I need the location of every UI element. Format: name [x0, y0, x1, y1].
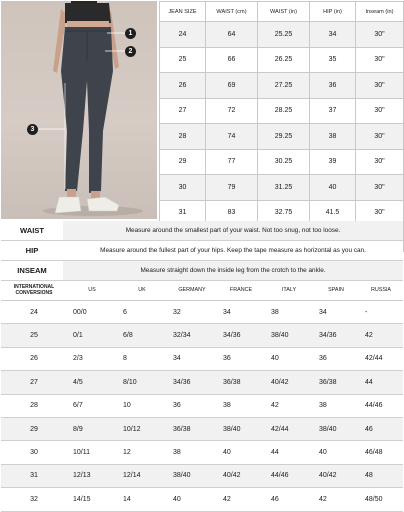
- header-italy: ITALY: [265, 280, 313, 301]
- cell: 66: [206, 47, 258, 73]
- table-row: [1, 301, 403, 324]
- cell: 83: [206, 200, 258, 226]
- cell: 36: [310, 73, 356, 99]
- cell: 30": [356, 22, 404, 48]
- cell: 30": [356, 98, 404, 124]
- cell: 36/38: [217, 371, 265, 394]
- header-inseam-in: Inseam (in): [356, 2, 404, 22]
- header-france: FRANCE: [217, 280, 265, 301]
- table-row: [1, 417, 403, 440]
- size-chart-table: [159, 1, 404, 252]
- cell: 41.5: [310, 200, 356, 226]
- cell: 34: [310, 22, 356, 48]
- cell: 42: [359, 324, 403, 347]
- cell: 30": [356, 200, 404, 226]
- cell: 39: [310, 149, 356, 175]
- cell: 74: [206, 124, 258, 150]
- table-row: [160, 22, 404, 48]
- cell: 34: [217, 301, 265, 324]
- cell: 10/11: [67, 441, 117, 464]
- conversions-header: [1, 280, 403, 301]
- cell: 30": [356, 124, 404, 150]
- cell: 12/14: [117, 464, 167, 487]
- table-row: [1, 347, 403, 370]
- cell: 34/36: [313, 324, 359, 347]
- cell: 29.25: [258, 124, 310, 150]
- cell: 10: [117, 394, 167, 417]
- cell: 77: [206, 149, 258, 175]
- table-row: [1, 324, 403, 347]
- cell: 12/13: [67, 464, 117, 487]
- cell: 30": [356, 47, 404, 73]
- cell: 28.25: [258, 98, 310, 124]
- cell: 38: [310, 124, 356, 150]
- cell: 40: [217, 441, 265, 464]
- cell: 44/46: [265, 464, 313, 487]
- table-row: [1, 394, 403, 417]
- cell: 26: [1, 347, 67, 370]
- cell: 64: [206, 22, 258, 48]
- cell: 36: [313, 347, 359, 370]
- cell: 30: [160, 175, 206, 201]
- header-germany: GERMANY: [167, 280, 217, 301]
- cell: 38/40: [167, 464, 217, 487]
- cell: 44: [265, 441, 313, 464]
- header-russia: RUSSIA: [359, 280, 403, 301]
- cell: 42: [217, 488, 265, 511]
- table-row: [1, 441, 403, 464]
- cell: 27: [160, 98, 206, 124]
- model-photo: [1, 1, 157, 219]
- cell: 38: [265, 301, 313, 324]
- cell: 28: [160, 124, 206, 150]
- cell: 42/44: [359, 347, 403, 370]
- cell: 40/42: [217, 464, 265, 487]
- cell: 25.25: [258, 22, 310, 48]
- cell: 38: [313, 394, 359, 417]
- measure-text: Measure around the fullest part of your hips. Keep the tape measure as horizontal as you can.: [63, 241, 403, 261]
- cell: 48: [359, 464, 403, 487]
- cell: 44: [359, 371, 403, 394]
- cell: 38: [217, 394, 265, 417]
- cell: 38/40: [313, 417, 359, 440]
- header-jean-size: JEAN SIZE: [160, 2, 206, 22]
- cell: 6/7: [67, 394, 117, 417]
- cell: 32: [1, 488, 67, 511]
- cell: 40: [265, 347, 313, 370]
- cell: 32/34: [167, 324, 217, 347]
- cell: 69: [206, 73, 258, 99]
- measure-row-hip: [1, 241, 403, 261]
- cell: 30: [1, 441, 67, 464]
- cell: 31: [1, 464, 67, 487]
- cell: 34: [167, 347, 217, 370]
- cell: 00/0: [67, 301, 117, 324]
- cell: 29: [160, 149, 206, 175]
- measure-text: Measure around the smallest part of your waist. Not too snug, not too loose.: [63, 221, 403, 241]
- cell: 44/46: [359, 394, 403, 417]
- measure-instructions: [1, 221, 403, 281]
- cell: 42/44: [265, 417, 313, 440]
- marker-hip: 2: [125, 46, 136, 57]
- table-row: [160, 149, 404, 175]
- cell: 27.25: [258, 73, 310, 99]
- table-row: [1, 464, 403, 487]
- table-row: [1, 488, 403, 511]
- header-hip-in: HIP (in): [310, 2, 356, 22]
- measure-row-waist: [1, 221, 403, 241]
- header-us: US: [67, 280, 117, 301]
- cell: 0/1: [67, 324, 117, 347]
- cell: 14: [117, 488, 167, 511]
- cell: 27: [1, 371, 67, 394]
- cell: 14/15: [67, 488, 117, 511]
- cell: 25: [160, 47, 206, 73]
- header-waist-cm: WAIST (cm): [206, 2, 258, 22]
- cell: 35: [310, 47, 356, 73]
- cell: 34/36: [167, 371, 217, 394]
- table-row: [160, 47, 404, 73]
- cell: 8: [117, 347, 167, 370]
- cell: 46: [265, 488, 313, 511]
- cell: 36: [217, 347, 265, 370]
- cell: 8/10: [117, 371, 167, 394]
- cell: 30": [356, 175, 404, 201]
- cell: 28: [1, 394, 67, 417]
- cell: 37: [310, 98, 356, 124]
- cell: 46/48: [359, 441, 403, 464]
- cell: 10/12: [117, 417, 167, 440]
- header-uk: UK: [117, 280, 167, 301]
- cell: 24: [160, 22, 206, 48]
- cell: 8/9: [67, 417, 117, 440]
- cell: 72: [206, 98, 258, 124]
- cell: 32: [167, 301, 217, 324]
- table-row: [160, 175, 404, 201]
- cell: 2/3: [67, 347, 117, 370]
- cell: 46: [359, 417, 403, 440]
- cell: 30": [356, 149, 404, 175]
- cell: 34/36: [217, 324, 265, 347]
- cell: -: [359, 301, 403, 324]
- cell: 32.75: [258, 200, 310, 226]
- cell: 40: [310, 175, 356, 201]
- marker-inseam: 3: [27, 124, 38, 135]
- cell: 30.25: [258, 149, 310, 175]
- measure-row-inseam: [1, 261, 403, 281]
- cell: 38/40: [217, 417, 265, 440]
- table-row: [160, 98, 404, 124]
- cell: 26.25: [258, 47, 310, 73]
- marker-waist: 1: [125, 28, 136, 39]
- measure-label: HIP: [1, 241, 63, 261]
- cell: 36/38: [167, 417, 217, 440]
- table-row: [1, 371, 403, 394]
- table-row: [160, 73, 404, 99]
- cell: 34: [313, 301, 359, 324]
- cell: 38: [167, 441, 217, 464]
- cell: 31: [160, 200, 206, 226]
- table-row: [160, 124, 404, 150]
- cell: 42: [265, 394, 313, 417]
- cell: 38/40: [265, 324, 313, 347]
- cell: 40/42: [265, 371, 313, 394]
- cell: 36/38: [313, 371, 359, 394]
- size-chart-header: [160, 2, 404, 22]
- cell: 79: [206, 175, 258, 201]
- header-spain: SPAIN: [313, 280, 359, 301]
- cell: 40/42: [313, 464, 359, 487]
- cell: 31.25: [258, 175, 310, 201]
- cell: 6: [117, 301, 167, 324]
- measure-text: Measure straight down the inside leg from the crotch to the ankle.: [63, 261, 403, 281]
- cell: 36: [167, 394, 217, 417]
- cell: 26: [160, 73, 206, 99]
- cell: 24: [1, 301, 67, 324]
- cell: 40: [167, 488, 217, 511]
- measure-label: WAIST: [1, 221, 63, 241]
- cell: 4/5: [67, 371, 117, 394]
- header-international: INTERNATIONAL CONVERSIONS: [1, 280, 67, 301]
- cell: 48/50: [359, 488, 403, 511]
- cell: 12: [117, 441, 167, 464]
- cell: 30": [356, 73, 404, 99]
- header-waist-in: WAIST (in): [258, 2, 310, 22]
- cell: 25: [1, 324, 67, 347]
- international-conversions-table: [1, 280, 403, 512]
- cell: 42: [313, 488, 359, 511]
- cell: 6/8: [117, 324, 167, 347]
- cell: 40: [313, 441, 359, 464]
- cell: 29: [1, 417, 67, 440]
- measure-label: INSEAM: [1, 261, 63, 281]
